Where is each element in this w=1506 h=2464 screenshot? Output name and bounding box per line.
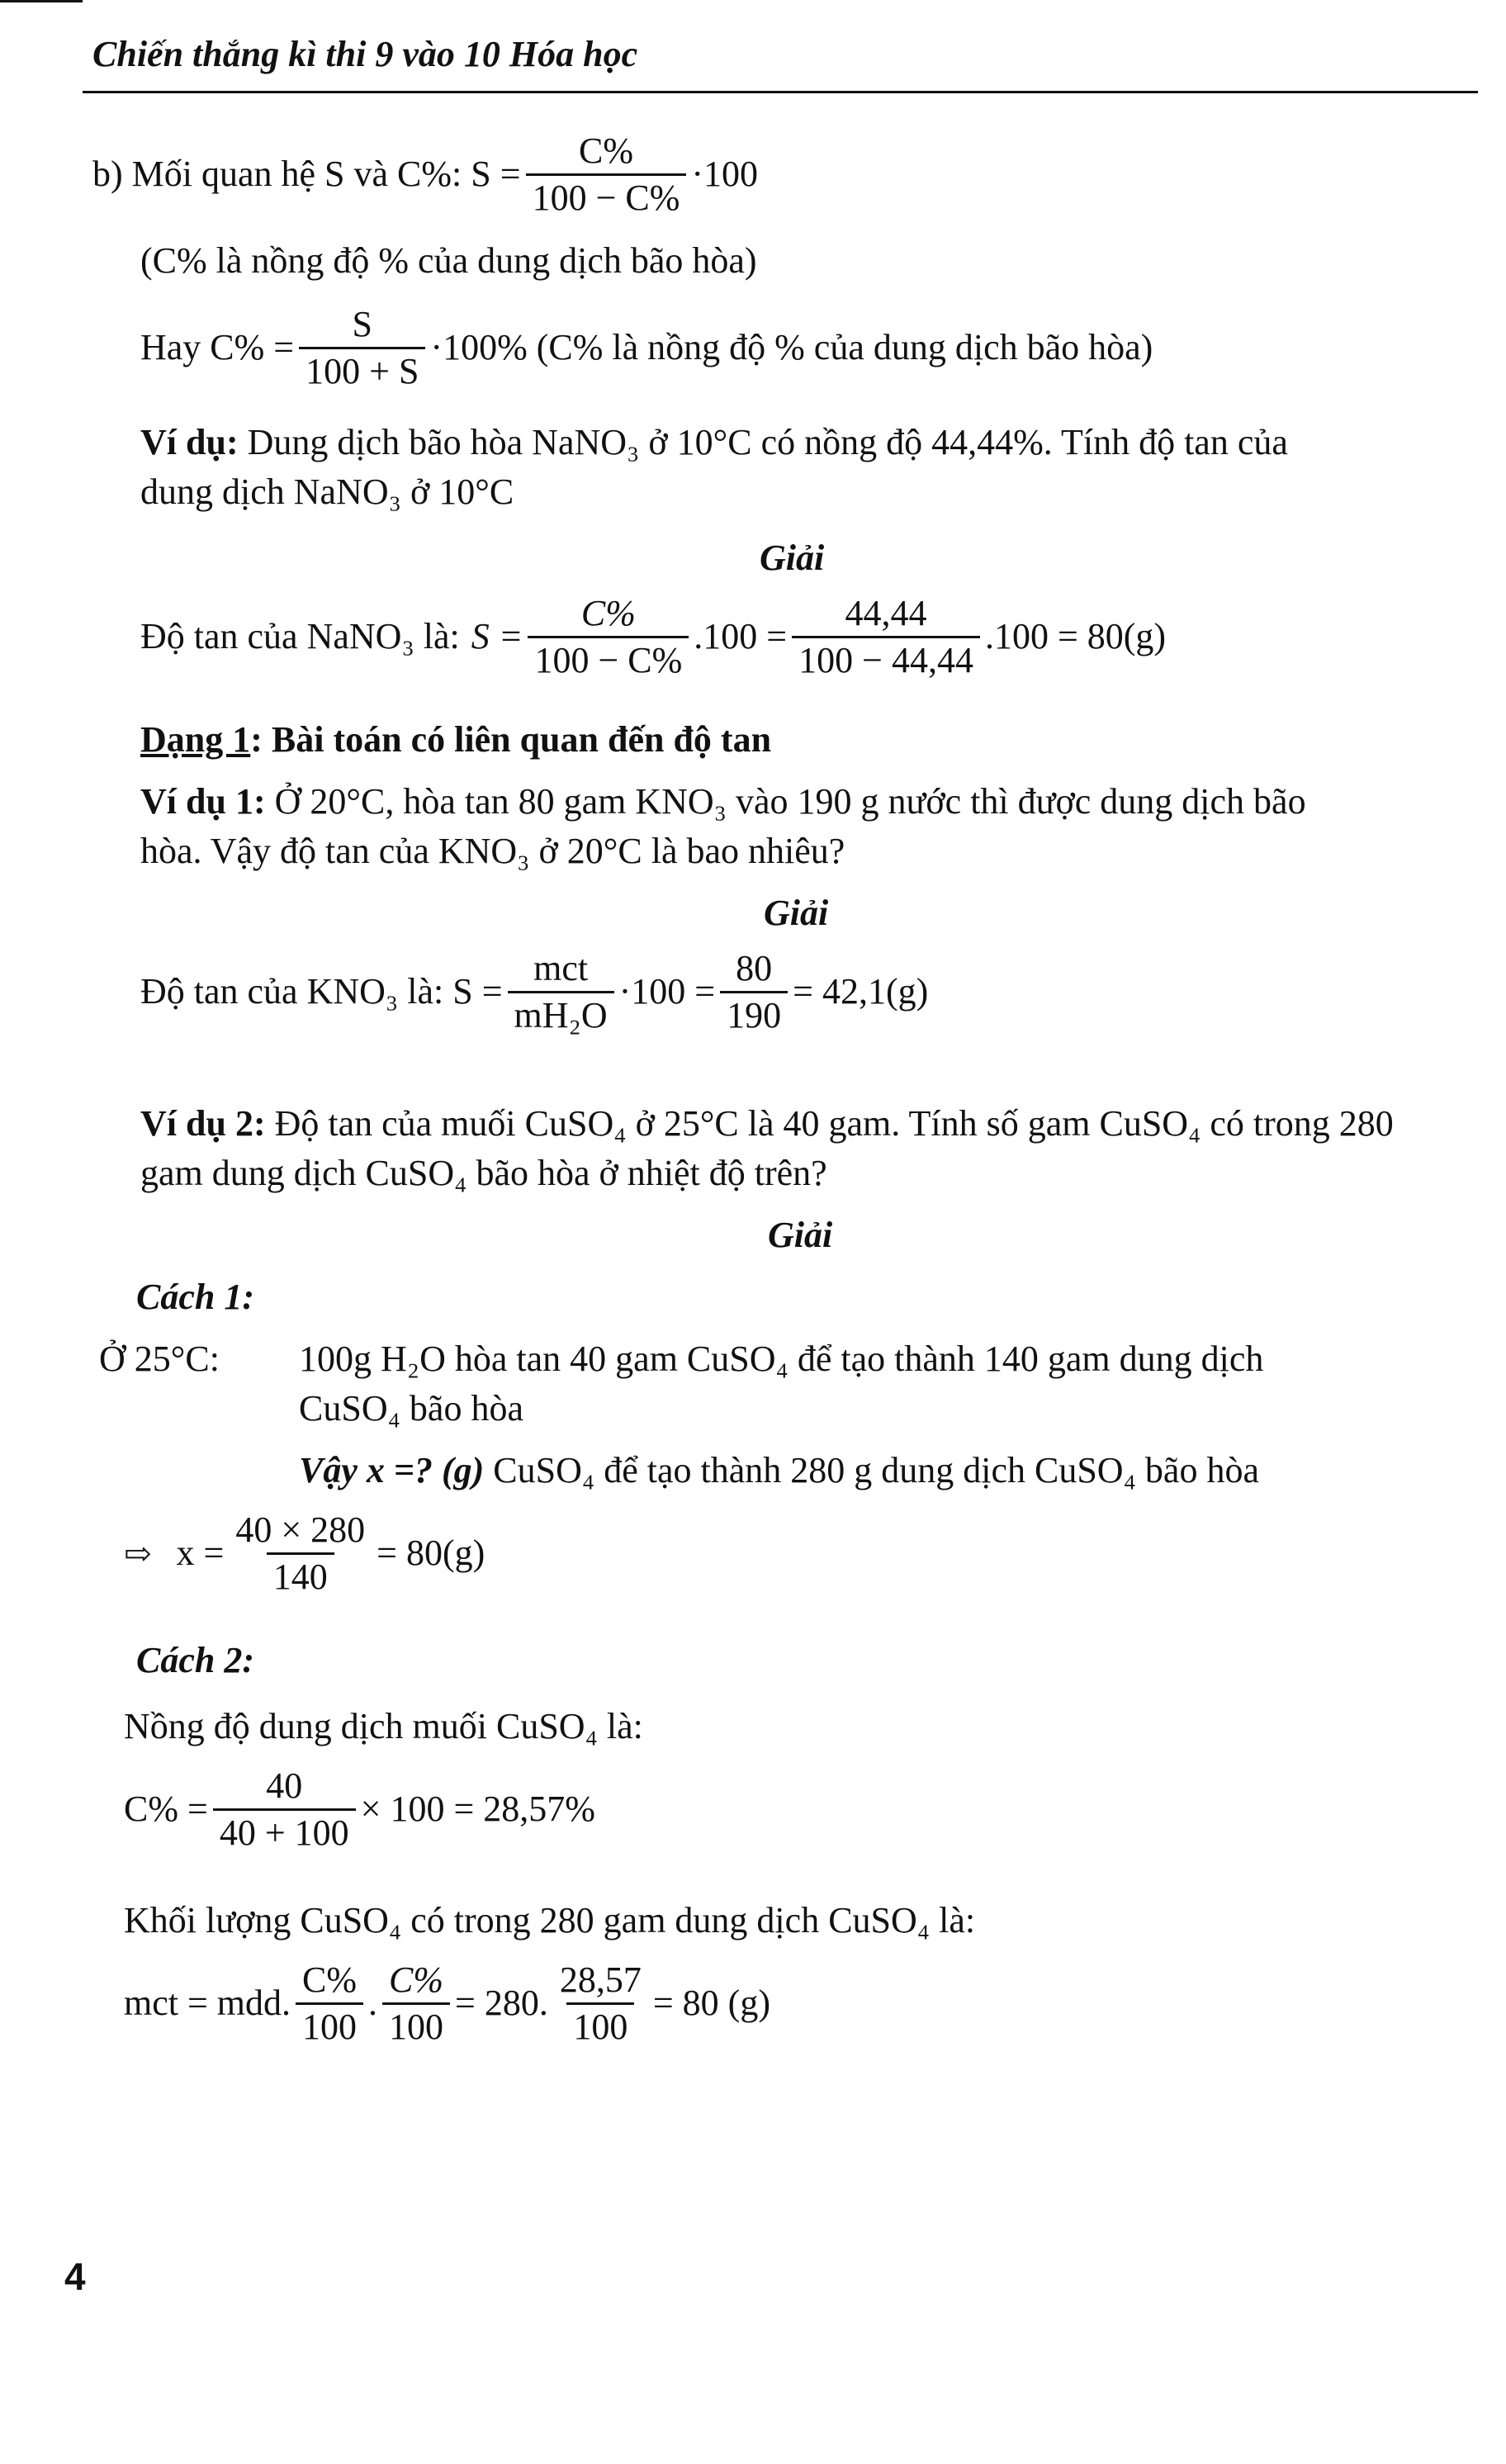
- example2-line2: gam dung dịch CuSO₄ bão hòa ở nhiệt độ trên?: [140, 1153, 827, 1193]
- section-label: Dạng 1: [140, 719, 251, 760]
- mass-result: = 80 (g): [652, 1983, 770, 2024]
- fraction-numerator: 40: [266, 1765, 303, 1806]
- fraction-numerator: C%: [389, 1959, 444, 2000]
- method-1-line3: [299, 1449, 1259, 1493]
- example-label: Ví dụ 2:: [140, 1103, 266, 1144]
- x-result: = 80(g): [376, 1533, 485, 1574]
- mass-fraction-3: [553, 1961, 648, 2046]
- temperature-label: Ở 25°C:: [99, 1339, 220, 1379]
- solution-fraction-2: [792, 595, 980, 680]
- hay-fraction: [299, 306, 425, 391]
- fraction-numerator: mct: [533, 948, 589, 988]
- fraction-numerator: C%: [302, 1959, 358, 2000]
- fraction-denominator: 100: [296, 2002, 363, 2046]
- section-dang-1: [140, 718, 771, 762]
- mass-calculation: [124, 1961, 770, 2046]
- x-prefix: x =: [176, 1533, 225, 1574]
- concentration-fraction: [213, 1767, 356, 1852]
- concentration-result: × 100 = 28,57%: [360, 1789, 595, 1830]
- page-number: 4: [64, 2255, 86, 2298]
- example-text: Ở 20°C, hòa tan 80 gam KNO₃ vào 190 g nước thì được dung dịch bão: [265, 781, 1306, 822]
- x-fraction: [229, 1511, 372, 1596]
- method-2-line2: Khối lượng CuSO₄ có trong 280 gam dung dịch CuSO₄ là:: [124, 1900, 976, 1940]
- fraction-numerator: 44,44: [845, 593, 927, 633]
- header-rule: [83, 91, 1478, 93]
- example-label: Ví dụ 1:: [140, 781, 266, 822]
- fraction-denominator: 100 − C%: [528, 636, 689, 680]
- running-header: Chiến thắng kì thi 9 vào 10 Hóa học: [92, 34, 638, 74]
- unknown-x: Vậy x =? (g): [299, 1450, 485, 1490]
- hay-formula: [140, 306, 1153, 391]
- note-line: (C% là nồng độ % của dung dịch bão hòa): [140, 240, 757, 281]
- fraction-numerator: 28,57: [559, 1959, 642, 2000]
- mass-fraction-2: [382, 1961, 450, 2046]
- implies-arrow-icon: ⇨: [124, 1534, 152, 1572]
- fraction-denominator: 140: [267, 1552, 334, 1596]
- solution-prefix: Độ tan của NaNO₃ là:: [140, 616, 460, 657]
- solution-heading: Giải: [760, 538, 825, 578]
- relation-formula: [92, 132, 758, 217]
- relation-fraction: [526, 132, 687, 217]
- example2-line1: [140, 1102, 1394, 1146]
- solution-prefix: Độ tan của KNO₃ là: S =: [140, 971, 503, 1012]
- mass-prefix: mct = mdd.: [124, 1983, 291, 2024]
- solution-middle: ·100 =: [618, 971, 716, 1012]
- method-1-line1: 100g H₂O hòa tan 40 gam CuSO₄ để tạo thành 140 gam dung dịch: [299, 1339, 1264, 1379]
- method-1-heading: Cách 1:: [136, 1277, 254, 1317]
- example1-line1: [140, 780, 1306, 824]
- fraction-denominator: 40 + 100: [213, 1808, 356, 1852]
- relation-prefix: b) Mối quan hệ S và C%: S =: [92, 154, 521, 195]
- solution-fraction-1: [508, 950, 614, 1035]
- kno3-solution: [140, 950, 928, 1035]
- mass-fraction-1: [296, 1961, 363, 2046]
- hay-suffix: ·100% (C% là nồng độ % của dung dịch bão hòa): [430, 327, 1153, 368]
- solution-middle: .100 =: [694, 616, 788, 657]
- fraction-numerator: 40 × 280: [235, 1509, 366, 1550]
- x-calculation: [124, 1511, 485, 1596]
- method-2-heading: Cách 2:: [136, 1640, 254, 1680]
- solution-variable: S =: [471, 616, 523, 657]
- fraction-denominator: 190: [720, 991, 788, 1035]
- fraction-denominator: 100 − C%: [526, 173, 687, 217]
- dot-separator: .: [368, 1983, 378, 2024]
- fraction-denominator: 100: [566, 2002, 634, 2046]
- fraction-numerator: 80: [736, 948, 773, 988]
- relation-suffix: ·100: [691, 154, 759, 195]
- example-paragraph-line1: [140, 421, 1288, 465]
- hay-prefix: Hay C% =: [140, 327, 295, 368]
- example1-line2: hòa. Vậy độ tan của KNO₃ ở 20°C là bao nhiêu?: [140, 831, 845, 871]
- concentration-calculation: [124, 1767, 595, 1852]
- fraction-denominator: 100: [382, 2002, 450, 2046]
- example-label: Ví dụ:: [140, 422, 239, 462]
- method-2-line1: Nồng độ dung dịch muối CuSO₄ là:: [124, 1706, 643, 1746]
- solution-fraction-1: [528, 595, 689, 680]
- solution-heading: Giải: [768, 1215, 833, 1255]
- fraction-numerator: C%: [580, 593, 636, 633]
- fraction-numerator: C%: [578, 130, 633, 171]
- solution-result: .100 = 80(g): [984, 616, 1167, 657]
- concentration-prefix: C% =: [124, 1789, 208, 1830]
- example-text: Dung dịch bão hòa NaNO₃ ở 10°C có nồng độ 44,44%. Tính độ tan của: [238, 422, 1288, 462]
- fraction-denominator: 100 + S: [299, 347, 425, 391]
- solution-heading: Giải: [764, 893, 829, 933]
- fraction-denominator: mH₂O: [508, 991, 614, 1035]
- method-1-text: CuSO₄ để tạo thành 280 g dung dịch CuSO₄ bão hòa: [484, 1450, 1259, 1490]
- section-title: : Bài toán có liên quan đến độ tan: [250, 719, 772, 760]
- nano3-solution: [140, 595, 1166, 680]
- example-paragraph-line2: dung dịch NaNO₃ ở 10°C: [140, 471, 514, 512]
- solution-result: = 42,1(g): [793, 971, 929, 1012]
- corner-rule: [0, 0, 83, 2]
- fraction-numerator: S: [352, 304, 373, 344]
- mass-middle: = 280.: [455, 1983, 548, 2024]
- example-text: Độ tan của muối CuSO₄ ở 25°C là 40 gam. Tính số gam CuSO₄ có trong 280: [265, 1103, 1394, 1144]
- solution-fraction-2: [720, 950, 788, 1035]
- fraction-denominator: 100 − 44,44: [792, 636, 980, 680]
- method-1-line2: CuSO₄ bão hòa: [299, 1388, 523, 1429]
